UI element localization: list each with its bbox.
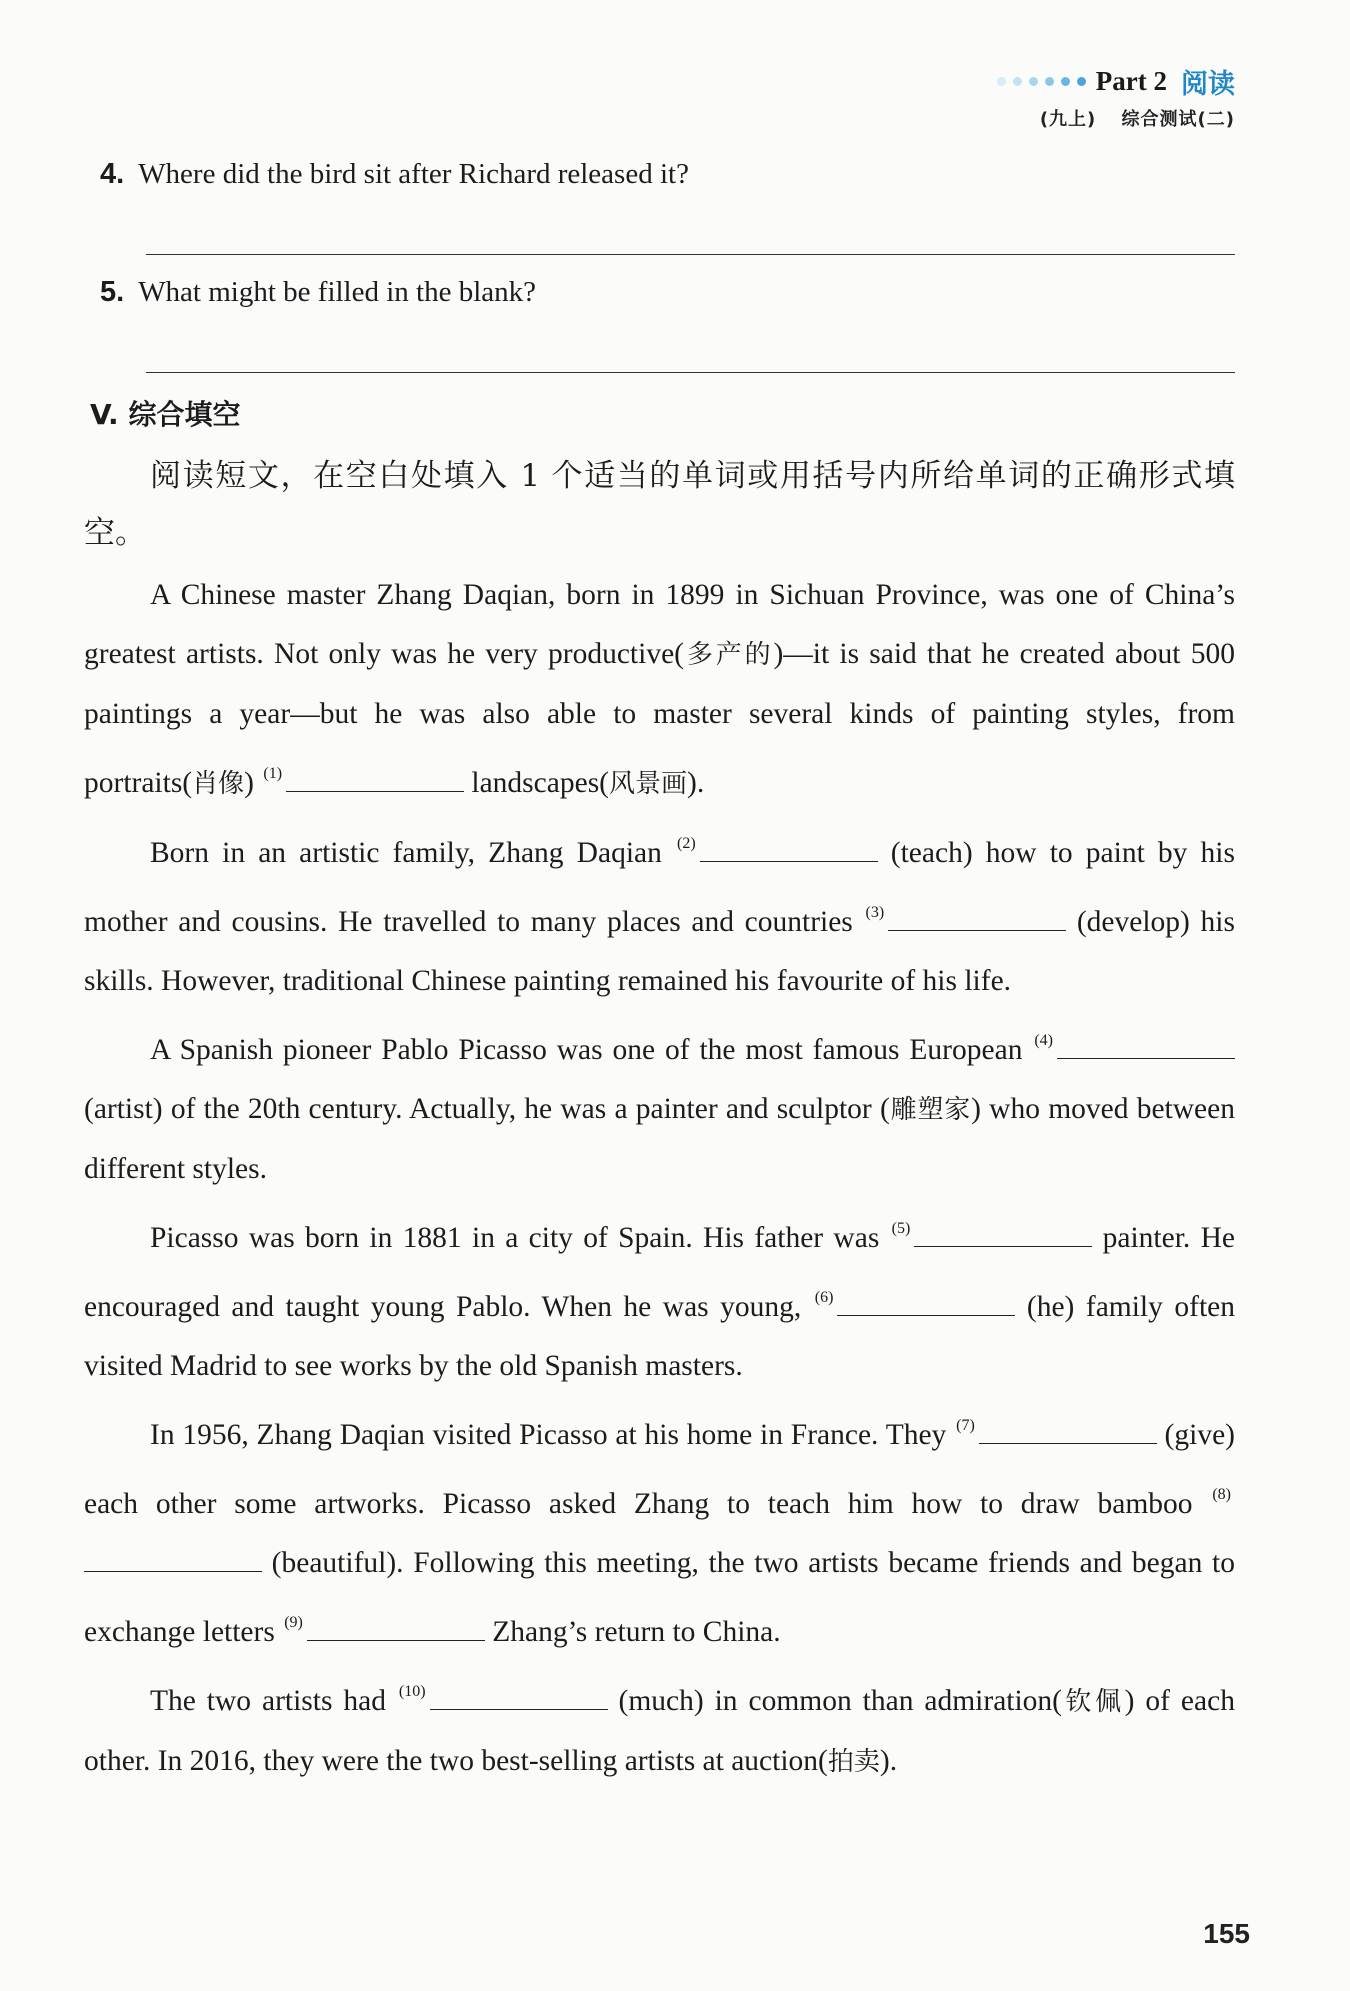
blank-8[interactable] bbox=[84, 1541, 262, 1572]
question-number: 4. bbox=[100, 158, 125, 190]
paragraph-4: Picasso was born in 1881 in a city of Spain. His father was $^{(5)}$ painter. He encouraged and taught young Pablo. When he was young, $^{(6)}$ (he) family often visited Madrid to see works by the old Spanish masters. bbox=[84, 1199, 1235, 1396]
paragraph-6: The two artists had $^{(10)}$ (much) in common than admiration(钦佩) of each other. In 2016, they were the two best-selling artists at auction(拍卖). bbox=[84, 1662, 1235, 1792]
part-label: Part 2 bbox=[1095, 66, 1167, 96]
paragraph-3: A Spanish pioneer Pablo Picasso was one of the most famous European $^{(4)}$ (artist) of the 20th century. Actually, he was a painter and sculptor (雕塑家) who moved between different styles. bbox=[84, 1011, 1235, 1199]
page-number: 155 bbox=[1203, 1918, 1250, 1949]
blank-5[interactable] bbox=[914, 1216, 1092, 1247]
test-label: 综合测试(二) bbox=[1121, 109, 1235, 130]
decorative-dots bbox=[997, 77, 1086, 86]
section-title: V. 综合填空 bbox=[90, 398, 241, 431]
blank-number: (9) bbox=[284, 1614, 303, 1631]
blank-9[interactable] bbox=[307, 1610, 485, 1641]
blank-number: (6) bbox=[814, 1289, 834, 1306]
grade-label: (九上) bbox=[1039, 109, 1097, 130]
blank-6[interactable] bbox=[837, 1285, 1015, 1316]
running-header bbox=[997, 62, 1235, 131]
question-4 bbox=[100, 158, 689, 191]
blank-number: (5) bbox=[891, 1220, 911, 1237]
reading-passage bbox=[84, 566, 1235, 1792]
blank-number: (7) bbox=[956, 1417, 975, 1434]
dot-icon bbox=[1029, 77, 1038, 86]
dot-icon bbox=[1045, 77, 1054, 86]
paragraph-2: Born in an artistic family, Zhang Daqian $^{(2)}$ (teach) how to paint by his mother and cousins. He travelled to many places and countries $^{(3)}$ (develop) his skills. However, traditional Chinese painting remained his favourite of his life. bbox=[84, 814, 1235, 1011]
dot-icon bbox=[997, 77, 1006, 86]
paragraph-5: In 1956, Zhang Daqian visited Picasso at his home in France. They $^{(7)}$ (give) each other some artworks. Picasso asked Zhang to teach him how to draw bamboo $^{(8)}$ (beautiful). Following this meeting, the two artists became friends and began to exchange letters $^{(9)}$ Zhang’s return to China. bbox=[84, 1396, 1235, 1662]
answer-line-5[interactable] bbox=[146, 372, 1235, 373]
blank-7[interactable] bbox=[979, 1413, 1157, 1444]
blank-number: (2) bbox=[677, 835, 696, 852]
section-label: 阅读 bbox=[1181, 69, 1235, 100]
question-text: What might be filled in the blank? bbox=[138, 276, 537, 308]
dot-icon bbox=[1077, 77, 1086, 86]
blank-number: (8) bbox=[1212, 1486, 1231, 1503]
blank-number: (1) bbox=[263, 765, 283, 782]
dot-icon bbox=[1013, 77, 1022, 86]
blank-4[interactable] bbox=[1057, 1028, 1235, 1059]
blank-1[interactable] bbox=[286, 761, 464, 792]
dot-icon bbox=[1061, 77, 1070, 86]
blank-number: (4) bbox=[1034, 1032, 1053, 1049]
blank-number: (3) bbox=[865, 904, 885, 921]
answer-line-4[interactable] bbox=[146, 254, 1235, 255]
blank-3[interactable] bbox=[888, 900, 1066, 931]
section-instruction: 阅读短文，在空白处填入 1 个适当的单词或用括号内所给单词的正确形式填空。 bbox=[84, 458, 1235, 551]
paragraph-1: A Chinese master Zhang Daqian, born in 1899 in Sichuan Province, was one of China’s greatest artists. Not only was he very productive(多产的)—it is said that he created about 500 paintings a year—but he was also able to master several kinds of painting styles, from portraits(肖像) $^{(1)}$ landscapes(风景画). bbox=[84, 579, 1235, 799]
question-number: 5. bbox=[100, 276, 125, 308]
question-5 bbox=[100, 276, 536, 309]
blank-2[interactable] bbox=[700, 831, 878, 862]
blank-10[interactable] bbox=[430, 1679, 608, 1710]
blank-number: (10) bbox=[398, 1683, 426, 1700]
question-text: Where did the bird sit after Richard released it? bbox=[138, 158, 689, 190]
